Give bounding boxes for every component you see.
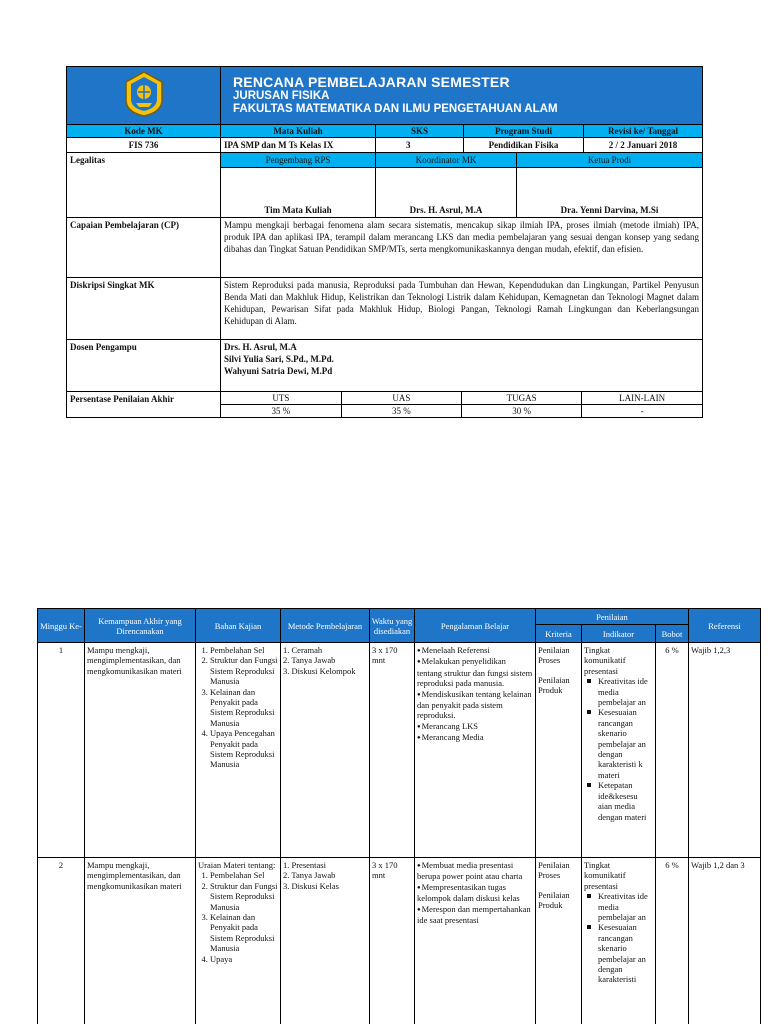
list-item: 1. Pembelahan Sel bbox=[210, 645, 278, 655]
kemampuan-cell bbox=[85, 858, 196, 1024]
minggu-value: 2 bbox=[58, 860, 64, 870]
col-sks: SKS bbox=[376, 125, 464, 138]
list-item: ● Membuat media presentasi berupa power point atau charta bbox=[417, 860, 533, 882]
list-item: ● Mendiskusikan tentang kelainan dan penyakit pada sistem reproduksi. bbox=[417, 689, 533, 721]
col-bobot: Bobot bbox=[656, 625, 689, 643]
indikator-cell bbox=[582, 643, 656, 858]
signature-pengembang: Tim Mata Kuliah bbox=[221, 168, 376, 218]
weekly-plan-table bbox=[37, 608, 761, 1024]
list-item: ● Menelaah Referensi bbox=[417, 645, 533, 656]
cp-label: Capaian Pembelajaran (CP) bbox=[67, 218, 221, 278]
list-item: 2. Struktur dan Fungsi Sistem Reproduksi Manusia bbox=[210, 881, 278, 912]
referensi-value: Wajib 1,2 dan 3 bbox=[691, 860, 745, 870]
dosen-label: Dosen Pengampu bbox=[67, 340, 221, 392]
list-item: ● Merancang Media bbox=[417, 732, 533, 743]
col-kriteria: Kriteria bbox=[536, 625, 582, 643]
department-title: JURUSAN FISIKA bbox=[233, 90, 330, 102]
table-row bbox=[38, 858, 761, 1024]
col-kode-mk: Kode MK bbox=[67, 125, 221, 138]
metode-cell bbox=[281, 643, 370, 858]
bobot-cell: 6 % bbox=[656, 643, 689, 858]
col-penilaian: Penilaian bbox=[536, 609, 689, 625]
dosen-list bbox=[221, 340, 703, 392]
waktu-cell: 3 x 170 mnt bbox=[370, 643, 415, 858]
list-item: Penilaian Proses bbox=[538, 860, 570, 881]
kriteria-cell bbox=[536, 643, 582, 858]
list-item: Kesesuaian rancangan skenario pembelajar an dengan karakteristi bbox=[584, 922, 653, 984]
list-item: Kesesuaian rancangan skenario pembelajar an dengan karakteristi k materi bbox=[584, 707, 653, 780]
penilaian-value-uts: 35 % bbox=[271, 406, 291, 416]
bahan-cell bbox=[196, 858, 281, 1024]
minggu-cell bbox=[38, 858, 85, 1024]
list-item: ● Mempresentasikan tugas kelompok dalam diskusi kelas bbox=[417, 882, 533, 904]
title-block bbox=[221, 67, 703, 125]
metode-cell bbox=[281, 858, 370, 1024]
penilaian-header-lain: LAIN-LAIN bbox=[582, 392, 702, 405]
list-item: Kreativitas ide media pembelajar an bbox=[584, 891, 653, 922]
list-item: 2. Struktur dan Fungsi Sistem Reproduksi Manusia bbox=[210, 655, 278, 686]
penilaian-header-uas: UAS bbox=[341, 392, 461, 405]
logo-cell bbox=[67, 67, 221, 125]
list-item: 3. Diskusi Kelas bbox=[283, 880, 339, 891]
col-pengalaman: Pengalaman Belajar bbox=[415, 609, 536, 643]
program-studi-value: Pendidikan Fisika bbox=[464, 138, 584, 153]
penilaian-grid bbox=[221, 392, 703, 418]
bobot-value: 6 % bbox=[665, 860, 679, 870]
col-mata-kuliah: Mata Kuliah bbox=[221, 125, 376, 138]
signature-ketua-prodi: Dra. Yenni Darvina, M.Si bbox=[517, 168, 703, 218]
list-item: 1. Ceramah bbox=[283, 645, 323, 655]
minggu-cell: 1 bbox=[38, 643, 85, 858]
dosen-name: Wahyuni Satria Dewi, M.Pd bbox=[224, 366, 333, 376]
list-item: 3. Kelainan dan Penyakit pada Sistem Reproduksi Manusia bbox=[210, 912, 278, 954]
university-emblem-icon bbox=[122, 70, 166, 118]
rps-header-table bbox=[66, 66, 703, 418]
list-item: 2. Tanya Jawab bbox=[283, 870, 336, 881]
waktu-cell bbox=[370, 858, 415, 1024]
sks-value: 3 bbox=[376, 138, 464, 153]
list-item: Penilaian Produk bbox=[538, 889, 570, 911]
col-referensi: Referensi bbox=[689, 609, 761, 643]
list-item: ● Melakukan penyelidikan tentang struktur dan fungsi sistem reproduksi pada manusia. bbox=[417, 656, 533, 688]
cp-text: Mampu mengkaji berbagai fenomena alam secara sistematis, mencakup sikap ilmiah IPA, proses ilmiah (metode ilmiah) IPA, produk IPA dan aplikasi IPA, terampil dalam merancang LKS dan media pembelajaran yang sesuai dengan konsep yang sedang dibahas dan Tingkat Satuan Pendidikan SMP/MTs, serta mengkomunikaskannya dengan mudah, efektif, dan efisien. bbox=[221, 218, 703, 278]
role-ketua-prodi: Ketua Prodi bbox=[517, 153, 703, 168]
col-bahan: Bahan Kajian bbox=[196, 609, 281, 643]
deskripsi-label: Diskripsi Singkat MK bbox=[67, 278, 221, 340]
col-revisi: Revisi ke/ Tanggal bbox=[584, 125, 703, 138]
list-item: 2. Tanya Jawab bbox=[283, 655, 336, 666]
col-program-studi: Program Studi bbox=[464, 125, 584, 138]
penilaian-header-tugas: TUGAS bbox=[462, 392, 582, 405]
list-item: 4. Upaya Pencegahan Penyakit pada Sistem Reproduksi Manusia bbox=[210, 728, 278, 770]
signature-koordinator: Drs. H. Asrul, M.A bbox=[376, 168, 517, 218]
penilaian-header-uts: UTS bbox=[221, 392, 341, 405]
kode-mk-value: FIS 736 bbox=[67, 138, 221, 153]
page-title: RENCANA PEMBELAJARAN SEMESTER bbox=[233, 74, 510, 90]
list-item: Kreativitas ide media pembelajar an bbox=[584, 676, 653, 707]
kemampuan-cell: Mampu mengkaji, mengimplementasikan, dan mengkomunikasikan materi bbox=[85, 643, 196, 858]
col-kemampuan: Kemampuan Akhir yang Direncanakan bbox=[85, 609, 196, 643]
dosen-name: Silvi Yulia Sari, S.Pd., M.Pd. bbox=[224, 354, 334, 364]
deskripsi-text: Sistem Reproduksi pada manusia, Reproduksi pada Tumbuhan dan Hewan, Kependudukan dan Lingkungan, Partikel Penyusun Benda Mati dan Makhluk Hidup, Kelistrikan dan Teknologi Listrik dalam Kehidupan, Kemagnetan dan Teknologi Magnet dalam Kehidupan, Pewarisan Sifat pada Makhluk Hidup, Biologi Pangan, Teknologi Ramah Lingkungan dan Keberlangsungan Kehidupan di Alam. bbox=[221, 278, 703, 340]
col-metode: Metode Pembelajaran bbox=[281, 609, 370, 643]
list-item: Penilaian Proses bbox=[538, 645, 570, 666]
list-item: 3. Diskusi Kelompok bbox=[283, 665, 356, 676]
list-item: 1. Pembelahan Sel bbox=[210, 870, 278, 880]
kriteria-cell bbox=[536, 858, 582, 1024]
list-item: ● Merespon dan mempertahankan ide saat presentasi bbox=[417, 904, 533, 926]
indikator-intro: Tingkat komunikatif presentasi bbox=[584, 860, 626, 891]
list-item: 4. Upaya bbox=[210, 954, 278, 964]
role-pengembang: Pengembang RPS bbox=[221, 153, 376, 168]
indikator-cell bbox=[582, 858, 656, 1024]
table-row bbox=[38, 643, 761, 858]
list-item: 1. Presentasi bbox=[283, 860, 326, 870]
list-item: Ketepatan ide&kesesu aian media dengan materi bbox=[584, 780, 653, 822]
role-koordinator: Koordinator MK bbox=[376, 153, 517, 168]
legalitas-label: Legalitas bbox=[67, 153, 221, 218]
waktu-value: 3 x 170 mnt bbox=[372, 860, 398, 881]
bahan-intro: Uraian Materi tentang: bbox=[198, 860, 276, 870]
pengalaman-cell bbox=[415, 858, 536, 1024]
faculty-title: FAKULTAS MATEMATIKA DAN ILMU PENGETAHUAN ALAM bbox=[233, 103, 558, 115]
penilaian-value-lain: - bbox=[582, 405, 702, 418]
col-indikator: Indikator bbox=[582, 625, 656, 643]
referensi-cell: Wajib 1,2,3 bbox=[689, 643, 761, 858]
indikator-intro: Tingkat komunikatif presentasi bbox=[584, 645, 626, 676]
col-waktu: Waktu yang disediakan bbox=[370, 609, 415, 643]
bahan-cell bbox=[196, 643, 281, 858]
kemampuan-value: Mampu mengkaji, mengimplementasikan, dan mengkomunikasikan materi bbox=[87, 860, 182, 891]
penilaian-value-uas: 35 % bbox=[341, 405, 461, 418]
mata-kuliah-value: IPA SMP dan M Ts Kelas IX bbox=[221, 138, 376, 153]
referensi-cell bbox=[689, 858, 761, 1024]
dosen-name: Drs. H. Asrul, M.A bbox=[224, 342, 297, 352]
revisi-value: 2 / 2 Januari 2018 bbox=[584, 138, 703, 153]
bobot-cell bbox=[656, 858, 689, 1024]
penilaian-table bbox=[221, 392, 702, 417]
list-item: 3. Kelainan dan Penyakit pada Sistem Reproduksi Manusia bbox=[210, 687, 278, 729]
list-item: Penilaian Produk bbox=[538, 674, 570, 696]
pengalaman-cell bbox=[415, 643, 536, 858]
list-item: ● Merancang LKS bbox=[417, 721, 533, 732]
penilaian-label: Persentase Penilaian Akhir bbox=[67, 392, 221, 418]
col-minggu: Minggu Ke- bbox=[38, 609, 85, 643]
penilaian-value-tugas: 30 % bbox=[462, 405, 582, 418]
